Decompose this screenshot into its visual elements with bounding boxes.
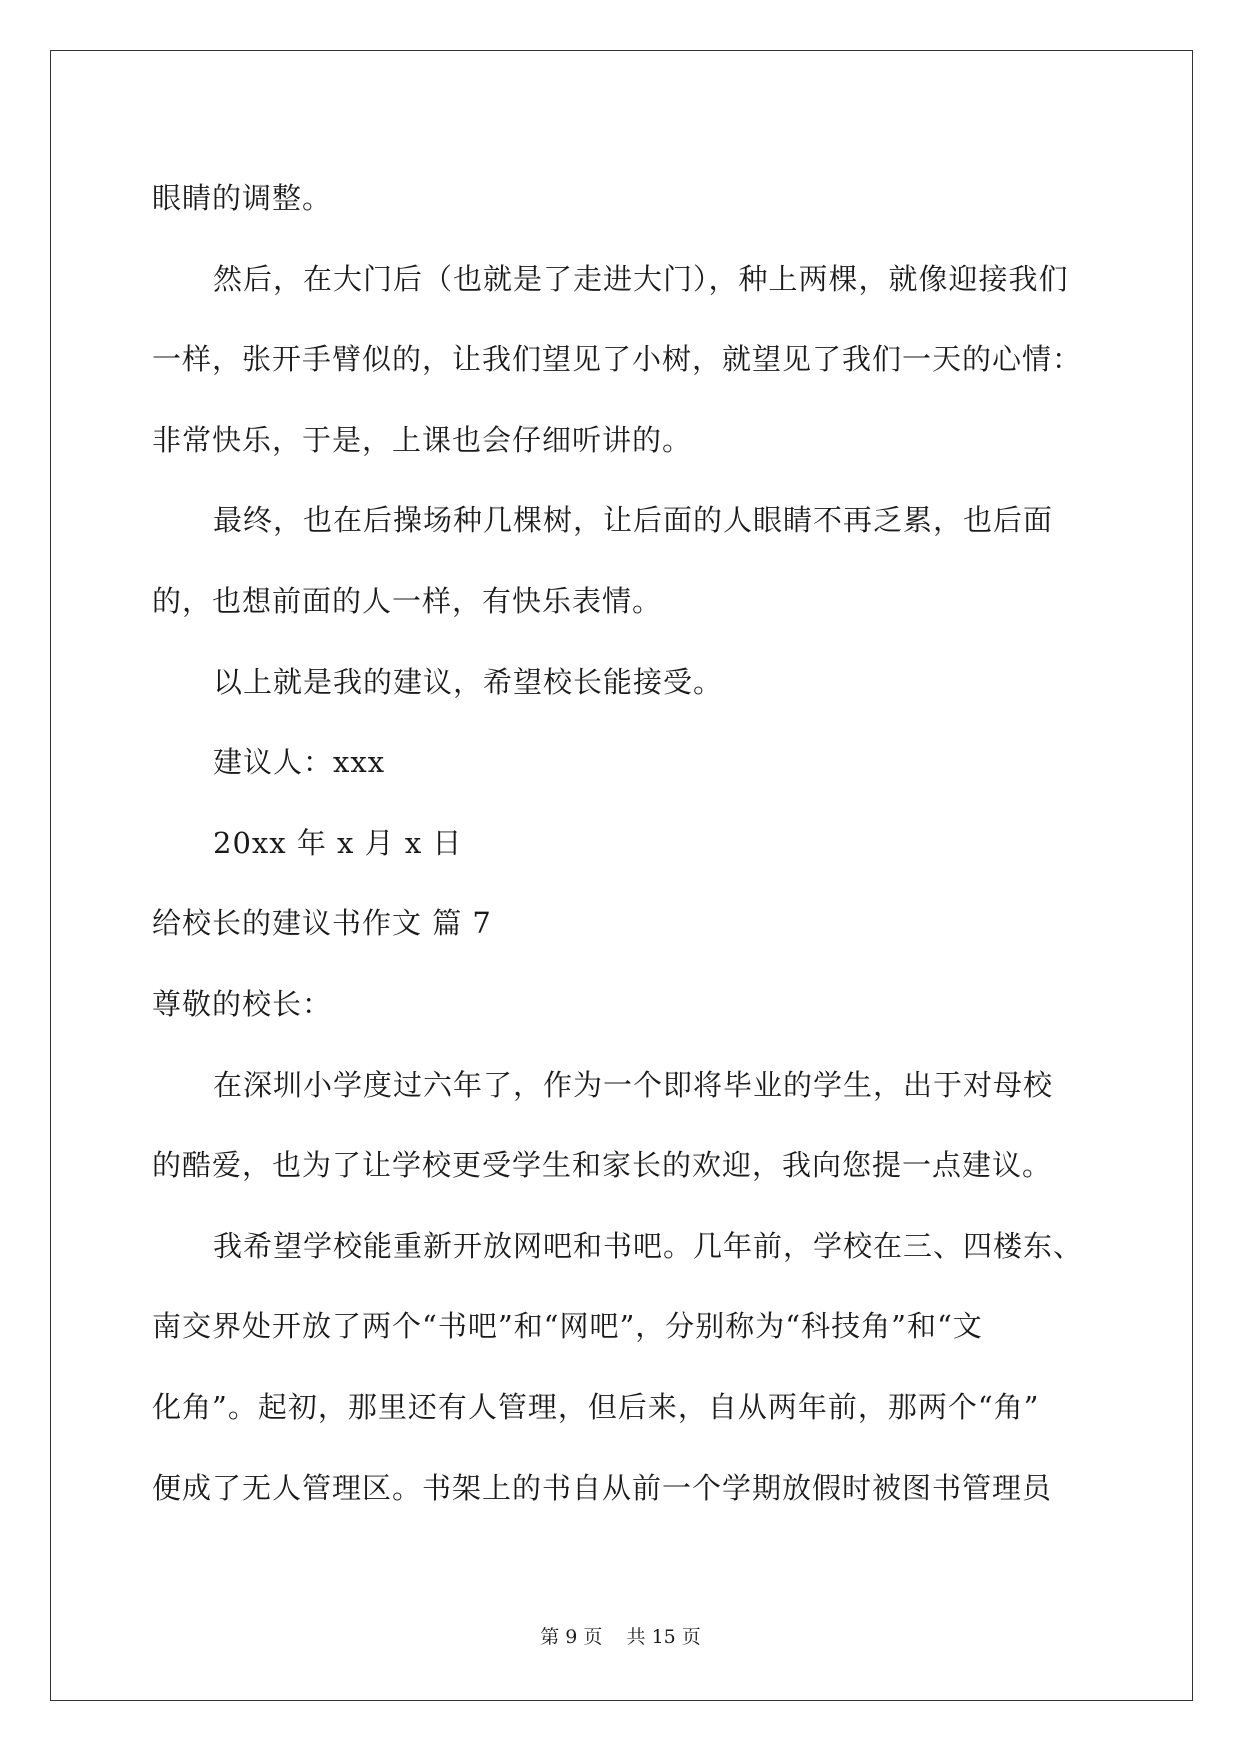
text-line: 一样，张开手臂似的，让我们望见了小树，就望见了我们一天的心情： xyxy=(152,342,1083,377)
text-line: 我希望学校能重新开放网吧和书吧。几年前，学校在三、四楼东、 xyxy=(213,1228,1084,1263)
text-line: 化角”。起初，那里还有人管理，但后来，自从两年前，那两个“角” xyxy=(152,1389,1040,1424)
page-footer xyxy=(0,1625,1241,1649)
text-line: 以上就是我的建议，希望校长能接受。 xyxy=(213,664,724,699)
page-total: 共 15 页 xyxy=(626,1626,701,1648)
salutation: 尊敬的校长： xyxy=(152,986,333,1021)
page-number: 第 9 页 xyxy=(540,1626,603,1648)
date-line: 20xx 年 x 月 x 日 xyxy=(213,825,463,860)
text-line: 南交界处开放了两个“书吧”和“网吧”，分别称为“科技角”和“文 xyxy=(152,1309,983,1344)
text-line: 然后，在大门后（也就是了走进大门），种上两棵，就像迎接我们 xyxy=(213,261,1069,296)
document-body xyxy=(152,158,1092,1528)
text-line: 的，也想前面的人一样，有快乐表情。 xyxy=(152,583,663,618)
text-line: 在深圳小学度过六年了，作为一个即将毕业的学生，出于对母校 xyxy=(213,1067,1054,1102)
text-line: 的酷爱，也为了让学校更受学生和家长的欢迎，我向您提一点建议。 xyxy=(152,1148,1053,1183)
text-line: 非常快乐，于是，上课也会仔细听讲的。 xyxy=(152,422,693,457)
text-line: 眼睛的调整。 xyxy=(152,181,333,215)
signature-line: 建议人：xxx xyxy=(213,745,386,780)
text-line: 便成了无人管理区。书架上的书自从前一个学期放假时被图书管理员 xyxy=(152,1470,1053,1505)
text-line: 最终，也在后操场种几棵树，让后面的人眼睛不再乏累，也后面 xyxy=(213,503,1054,538)
section-heading: 给校长的建议书作文 篇 7 xyxy=(152,906,492,941)
